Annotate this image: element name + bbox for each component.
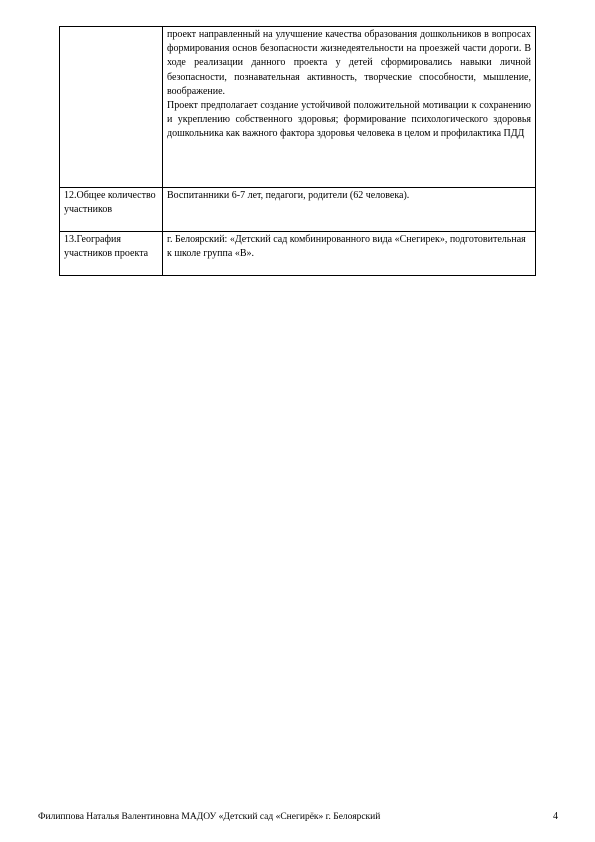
table-row-participants-count: [60, 188, 536, 232]
table-row-geography: [60, 232, 536, 276]
row-label-cell: [60, 232, 163, 276]
row-label-cell: [60, 27, 163, 188]
page-number: 4: [553, 811, 558, 822]
geography-value: г. Белоярский: «Детский сад комбинированного вида «Снегирек», подготовительная к школе группа «В».: [167, 234, 526, 260]
row-value-cell: [163, 232, 536, 276]
row-value-cell: [163, 188, 536, 232]
participants-count-value: Воспитанники 6-7 лет, педагоги, родители (62 человека).: [167, 190, 410, 201]
description-paragraph-2: Проект предполагает создание устойчивой положительной мотивации к сохранению и укреплению собственного здоровья; формирование психологического здоровья дошкольника как важного фактора здоровья человека в целом и профилактика ПДД: [167, 100, 531, 140]
page-footer: Филиппова Наталья Валентиновна МАДОУ «Детский сад «Снегирёк» г. Белоярский: [38, 812, 381, 822]
project-info-table: [59, 26, 536, 276]
row-label-cell: [60, 188, 163, 232]
row-value-cell: [163, 27, 536, 188]
row-label-geography: 13.География участников проекта: [64, 234, 149, 260]
description-paragraph-1: проект направленный на улучшение качества образования дошкольников в вопросах формирования основ безопасности жизнедеятельности на проезжей части дороги. В ходе реализации данного проекта у детей сформировались навыки личной безопасности, познавательная активность, творческие способности, мышление, воображение.: [167, 29, 531, 97]
row-label-participants-count: 12.Общее количество участников: [64, 190, 156, 216]
table-row-description: [60, 27, 536, 188]
